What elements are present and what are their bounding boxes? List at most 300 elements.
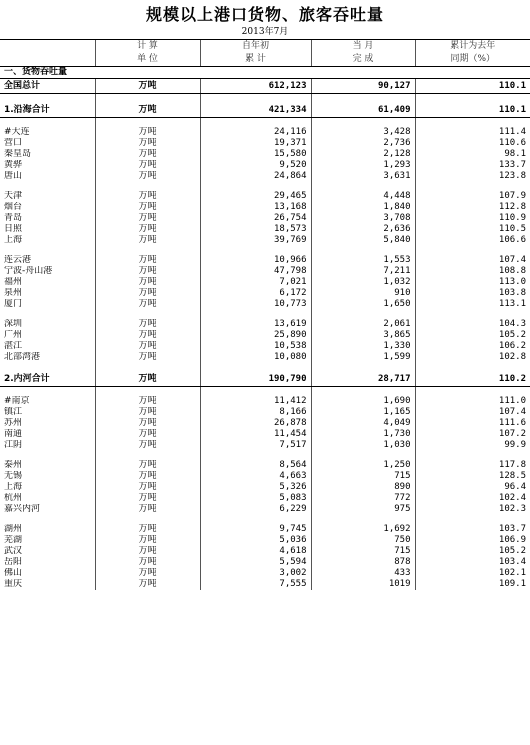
header-month-bottom: 完 成 — [311, 53, 415, 67]
yoy-cell: 133.7 — [415, 160, 530, 171]
month-cell: 3,708 — [311, 213, 415, 224]
port-name: 1.沿海合计 — [0, 103, 95, 118]
month-cell: 1,730 — [311, 429, 415, 440]
port-name: 湛江 — [4, 341, 23, 351]
unit-cell: 万吨 — [95, 171, 200, 182]
empty-cell — [95, 363, 200, 372]
ytd-cell: 18,573 — [200, 224, 311, 235]
unit-cell: 万吨 — [95, 103, 200, 118]
ytd-cell: 190,790 — [200, 372, 311, 387]
ytd-cell: 7,517 — [200, 440, 311, 451]
header-month-top: 当 月 — [311, 40, 415, 54]
port-name: 唐山 — [4, 171, 23, 181]
port-name: 镇江 — [4, 407, 23, 417]
ytd-cell: 4,663 — [200, 471, 311, 482]
ytd-cell: 421,334 — [200, 103, 311, 118]
table-row — [0, 127, 530, 138]
empty-cell — [0, 451, 95, 460]
port-name: 上海 — [4, 482, 23, 492]
yoy-cell: 102.4 — [415, 493, 530, 504]
month-cell: 772 — [311, 493, 415, 504]
port-name: 江阴 — [4, 440, 23, 450]
port-name: 泉州 — [4, 288, 23, 298]
ytd-cell: 10,538 — [200, 341, 311, 352]
table-body — [0, 40, 530, 591]
empty-cell — [311, 363, 415, 372]
ytd-cell: 10,080 — [200, 352, 311, 363]
yoy-cell: 111.6 — [415, 418, 530, 429]
port-throughput-table — [0, 39, 530, 590]
spacer-row — [0, 182, 530, 191]
table-row — [0, 224, 530, 235]
port-name: 营口 — [4, 138, 23, 148]
table-row — [0, 440, 530, 451]
empty-cell — [0, 515, 95, 524]
empty-cell — [415, 118, 530, 128]
month-cell: 4,049 — [311, 418, 415, 429]
ytd-cell: 39,769 — [200, 235, 311, 246]
unit-cell: 万吨 — [95, 524, 200, 535]
empty-cell — [311, 94, 415, 104]
unit-cell: 万吨 — [95, 407, 200, 418]
table-row — [0, 352, 530, 363]
unit-cell: 万吨 — [95, 266, 200, 277]
table-row — [0, 288, 530, 299]
port-name: 青岛 — [4, 213, 23, 223]
month-cell: 28,717 — [311, 372, 415, 387]
month-cell: 1,599 — [311, 352, 415, 363]
ytd-cell: 47,798 — [200, 266, 311, 277]
empty-cell — [200, 451, 311, 460]
table-row — [0, 579, 530, 590]
yoy-cell: 102.1 — [415, 568, 530, 579]
yoy-cell: 110.9 — [415, 213, 530, 224]
table-row — [0, 171, 530, 182]
table-row — [0, 255, 530, 266]
total-row — [0, 79, 530, 94]
yoy-cell: 103.4 — [415, 557, 530, 568]
empty-cell — [415, 451, 530, 460]
yoy-cell: 111.0 — [415, 396, 530, 407]
month-cell: 1,032 — [311, 277, 415, 288]
unit-cell: 万吨 — [95, 288, 200, 299]
empty-cell — [95, 246, 200, 255]
ytd-cell: 5,083 — [200, 493, 311, 504]
month-cell: 1,553 — [311, 255, 415, 266]
empty-cell — [95, 182, 200, 191]
month-cell: 1,650 — [311, 299, 415, 310]
header-yoy-bottom: 同期（%） — [415, 53, 530, 67]
yoy-cell: 102.8 — [415, 352, 530, 363]
unit-cell: 万吨 — [95, 330, 200, 341]
port-name: #南京 — [4, 396, 30, 406]
ytd-cell: 24,864 — [200, 171, 311, 182]
empty-cell — [200, 118, 311, 128]
empty-cell — [0, 310, 95, 319]
unit-cell: 万吨 — [95, 372, 200, 387]
ytd-cell: 10,773 — [200, 299, 311, 310]
empty-cell — [95, 515, 200, 524]
empty-cell — [95, 387, 200, 397]
month-cell: 61,409 — [311, 103, 415, 118]
month-cell: 910 — [311, 288, 415, 299]
empty-cell — [200, 246, 311, 255]
month-cell: 2,061 — [311, 319, 415, 330]
unit-cell: 万吨 — [95, 213, 200, 224]
yoy-cell: 96.4 — [415, 482, 530, 493]
port-name: 广州 — [4, 330, 23, 340]
empty-cell — [95, 310, 200, 319]
spacer-row — [0, 363, 530, 372]
table-row — [0, 266, 530, 277]
unit-cell: 万吨 — [95, 396, 200, 407]
port-name: 深圳 — [4, 319, 23, 329]
empty-cell — [415, 515, 530, 524]
section-title: 一、货物吞吐量 — [0, 67, 530, 79]
ytd-cell: 19,371 — [200, 138, 311, 149]
yoy-cell: 107.4 — [415, 255, 530, 266]
empty-cell — [415, 246, 530, 255]
yoy-cell: 99.9 — [415, 440, 530, 451]
unit-cell: 万吨 — [95, 79, 200, 94]
ytd-cell: 8,166 — [200, 407, 311, 418]
yoy-cell: 98.1 — [415, 149, 530, 160]
month-cell: 715 — [311, 471, 415, 482]
unit-cell: 万吨 — [95, 504, 200, 515]
unit-cell: 万吨 — [95, 277, 200, 288]
table-row — [0, 299, 530, 310]
unit-cell: 万吨 — [95, 224, 200, 235]
yoy-cell: 107.4 — [415, 407, 530, 418]
ytd-cell: 10,966 — [200, 255, 311, 266]
ytd-cell: 13,619 — [200, 319, 311, 330]
empty-cell — [311, 246, 415, 255]
port-name: 武汉 — [4, 546, 23, 556]
table-row — [0, 138, 530, 149]
unit-cell: 万吨 — [95, 319, 200, 330]
spacer-row — [0, 387, 530, 397]
port-name: 南通 — [4, 429, 23, 439]
header-row-top — [0, 40, 530, 54]
ytd-cell: 11,412 — [200, 396, 311, 407]
table-row — [0, 482, 530, 493]
empty-cell — [0, 246, 95, 255]
yoy-cell: 105.2 — [415, 546, 530, 557]
empty-cell — [311, 515, 415, 524]
empty-cell — [415, 94, 530, 104]
ytd-cell: 612,123 — [200, 79, 311, 94]
month-cell: 2,636 — [311, 224, 415, 235]
month-cell: 2,736 — [311, 138, 415, 149]
unit-cell: 万吨 — [95, 191, 200, 202]
port-name: 芜湖 — [4, 535, 23, 545]
empty-cell — [415, 310, 530, 319]
port-name: 嘉兴内河 — [4, 504, 41, 514]
yoy-cell: 106.9 — [415, 535, 530, 546]
unit-cell: 万吨 — [95, 493, 200, 504]
empty-cell — [200, 94, 311, 104]
port-name: 天津 — [4, 191, 23, 201]
month-cell: 890 — [311, 482, 415, 493]
table-row — [0, 429, 530, 440]
yoy-cell: 112.8 — [415, 202, 530, 213]
yoy-cell: 110.2 — [415, 372, 530, 387]
month-cell: 1,692 — [311, 524, 415, 535]
ytd-cell: 29,465 — [200, 191, 311, 202]
unit-cell: 万吨 — [95, 352, 200, 363]
empty-cell — [200, 387, 311, 397]
port-name: 杭州 — [4, 493, 23, 503]
ytd-cell: 8,564 — [200, 460, 311, 471]
unit-cell: 万吨 — [95, 429, 200, 440]
month-cell: 4,448 — [311, 191, 415, 202]
ytd-cell: 6,229 — [200, 504, 311, 515]
port-name: 重庆 — [4, 579, 23, 589]
table-row — [0, 493, 530, 504]
ytd-cell: 26,754 — [200, 213, 311, 224]
ytd-cell: 26,878 — [200, 418, 311, 429]
month-cell: 3,631 — [311, 171, 415, 182]
month-cell: 878 — [311, 557, 415, 568]
yoy-cell: 107.9 — [415, 191, 530, 202]
unit-cell: 万吨 — [95, 202, 200, 213]
port-name: 宁波-舟山港 — [4, 266, 53, 276]
table-row — [0, 202, 530, 213]
empty-cell — [311, 118, 415, 128]
empty-cell — [95, 94, 200, 104]
port-name: 泰州 — [4, 460, 23, 470]
yoy-cell: 111.4 — [415, 127, 530, 138]
unit-cell: 万吨 — [95, 568, 200, 579]
empty-cell — [95, 451, 200, 460]
port-name: 日照 — [4, 224, 23, 234]
yoy-cell: 109.1 — [415, 579, 530, 590]
header-name-cell — [0, 40, 95, 54]
table-row — [0, 557, 530, 568]
empty-cell — [0, 182, 95, 191]
month-cell: 1,165 — [311, 407, 415, 418]
unit-cell: 万吨 — [95, 471, 200, 482]
spacer-row — [0, 246, 530, 255]
yoy-cell: 110.1 — [415, 103, 530, 118]
month-cell: 90,127 — [311, 79, 415, 94]
empty-cell — [200, 182, 311, 191]
empty-cell — [415, 182, 530, 191]
table-row — [0, 535, 530, 546]
unit-cell: 万吨 — [95, 482, 200, 493]
ytd-cell: 9,520 — [200, 160, 311, 171]
page-title: 规模以上港口货物、旅客吞吐量 — [145, 5, 384, 24]
port-name: 佛山 — [4, 568, 23, 578]
ytd-cell: 6,172 — [200, 288, 311, 299]
port-name: 岳阳 — [4, 557, 23, 567]
port-name: 连云港 — [4, 255, 32, 265]
yoy-cell: 110.1 — [415, 79, 530, 94]
unit-cell: 万吨 — [95, 460, 200, 471]
month-cell: 1,330 — [311, 341, 415, 352]
table-row — [0, 277, 530, 288]
unit-cell: 万吨 — [95, 557, 200, 568]
port-name: 无锡 — [4, 471, 23, 481]
port-name: 秦皇岛 — [4, 149, 32, 159]
unit-cell: 万吨 — [95, 138, 200, 149]
header-name-cell — [0, 53, 95, 67]
port-name: 福州 — [4, 277, 23, 287]
table-row — [0, 235, 530, 246]
empty-cell — [311, 451, 415, 460]
month-cell: 1,250 — [311, 460, 415, 471]
spacer-row — [0, 515, 530, 524]
empty-cell — [95, 118, 200, 128]
yoy-cell: 106.2 — [415, 341, 530, 352]
yoy-cell: 113.1 — [415, 299, 530, 310]
empty-cell — [200, 310, 311, 319]
yoy-cell: 102.3 — [415, 504, 530, 515]
yoy-cell: 117.8 — [415, 460, 530, 471]
month-cell: 7,211 — [311, 266, 415, 277]
month-cell: 1,293 — [311, 160, 415, 171]
yoy-cell: 113.0 — [415, 277, 530, 288]
month-cell: 433 — [311, 568, 415, 579]
month-cell: 3,865 — [311, 330, 415, 341]
yoy-cell: 108.8 — [415, 266, 530, 277]
unit-cell: 万吨 — [95, 149, 200, 160]
table-row — [0, 149, 530, 160]
port-name: 苏州 — [4, 418, 23, 428]
month-cell: 1,690 — [311, 396, 415, 407]
empty-cell — [311, 182, 415, 191]
unit-cell: 万吨 — [95, 579, 200, 590]
yoy-cell: 103.7 — [415, 524, 530, 535]
table-row — [0, 504, 530, 515]
table-row — [0, 213, 530, 224]
port-name: 北部湾港 — [4, 352, 41, 362]
ytd-cell: 4,618 — [200, 546, 311, 557]
empty-cell — [0, 118, 95, 128]
port-name: 全国总计 — [0, 79, 95, 94]
month-cell: 975 — [311, 504, 415, 515]
empty-cell — [200, 515, 311, 524]
empty-cell — [0, 363, 95, 372]
ytd-cell: 5,594 — [200, 557, 311, 568]
unit-cell: 万吨 — [95, 418, 200, 429]
yoy-cell: 104.3 — [415, 319, 530, 330]
unit-cell: 万吨 — [95, 127, 200, 138]
ytd-cell: 15,580 — [200, 149, 311, 160]
header-unit-top: 计 算 — [95, 40, 200, 54]
yoy-cell: 103.8 — [415, 288, 530, 299]
empty-cell — [0, 94, 95, 104]
empty-cell — [311, 310, 415, 319]
table-row — [0, 418, 530, 429]
port-name: 烟台 — [4, 202, 23, 212]
ytd-cell: 25,890 — [200, 330, 311, 341]
unit-cell: 万吨 — [95, 440, 200, 451]
header-ytd-bottom: 累 计 — [200, 53, 311, 67]
month-cell: 750 — [311, 535, 415, 546]
ytd-cell: 5,036 — [200, 535, 311, 546]
port-name: 上海 — [4, 235, 23, 245]
yoy-cell: 110.5 — [415, 224, 530, 235]
yoy-cell: 128.5 — [415, 471, 530, 482]
table-row — [0, 407, 530, 418]
ytd-cell: 24,116 — [200, 127, 311, 138]
table-row — [0, 396, 530, 407]
table-row — [0, 319, 530, 330]
empty-cell — [200, 363, 311, 372]
yoy-cell: 110.6 — [415, 138, 530, 149]
empty-cell — [415, 387, 530, 397]
header-row-bottom — [0, 53, 530, 67]
spacer-row — [0, 118, 530, 128]
ytd-cell: 13,168 — [200, 202, 311, 213]
unit-cell: 万吨 — [95, 341, 200, 352]
spacer-row — [0, 94, 530, 104]
month-cell: 1019 — [311, 579, 415, 590]
empty-cell — [311, 387, 415, 397]
unit-cell: 万吨 — [95, 546, 200, 557]
table-row — [0, 568, 530, 579]
port-name: #大连 — [4, 127, 30, 137]
month-cell: 2,128 — [311, 149, 415, 160]
port-name: 厦门 — [4, 299, 23, 309]
ytd-cell: 9,745 — [200, 524, 311, 535]
table-row — [0, 341, 530, 352]
header-yoy-top: 累计为去年 — [415, 40, 530, 54]
unit-cell: 万吨 — [95, 160, 200, 171]
table-row — [0, 160, 530, 171]
port-name: 黄骅 — [4, 160, 23, 170]
port-name: 湖州 — [4, 524, 23, 534]
month-cell: 1,030 — [311, 440, 415, 451]
table-row — [0, 191, 530, 202]
table-row — [0, 546, 530, 557]
header-ytd-top: 自年初 — [200, 40, 311, 54]
month-cell: 1,840 — [311, 202, 415, 213]
yoy-cell: 123.8 — [415, 171, 530, 182]
spacer-row — [0, 310, 530, 319]
table-row — [0, 330, 530, 341]
table-row — [0, 471, 530, 482]
month-cell: 3,428 — [311, 127, 415, 138]
ytd-cell: 3,002 — [200, 568, 311, 579]
ytd-cell: 7,555 — [200, 579, 311, 590]
table-row — [0, 460, 530, 471]
empty-cell — [0, 387, 95, 397]
ytd-cell: 5,326 — [200, 482, 311, 493]
unit-cell: 万吨 — [95, 255, 200, 266]
yoy-cell: 107.2 — [415, 429, 530, 440]
total-row — [0, 372, 530, 387]
ytd-cell: 11,454 — [200, 429, 311, 440]
yoy-cell: 106.6 — [415, 235, 530, 246]
header-unit-bottom: 单 位 — [95, 53, 200, 67]
section-title-row — [0, 67, 530, 79]
unit-cell: 万吨 — [95, 299, 200, 310]
empty-cell — [415, 363, 530, 372]
report-date: 2013年7月 — [241, 27, 289, 37]
month-cell: 5,840 — [311, 235, 415, 246]
spacer-row — [0, 451, 530, 460]
ytd-cell: 7,021 — [200, 277, 311, 288]
month-cell: 715 — [311, 546, 415, 557]
port-name: 2.内河合计 — [0, 372, 95, 387]
yoy-cell: 105.2 — [415, 330, 530, 341]
unit-cell: 万吨 — [95, 535, 200, 546]
unit-cell: 万吨 — [95, 235, 200, 246]
table-row — [0, 524, 530, 535]
total-row — [0, 103, 530, 118]
